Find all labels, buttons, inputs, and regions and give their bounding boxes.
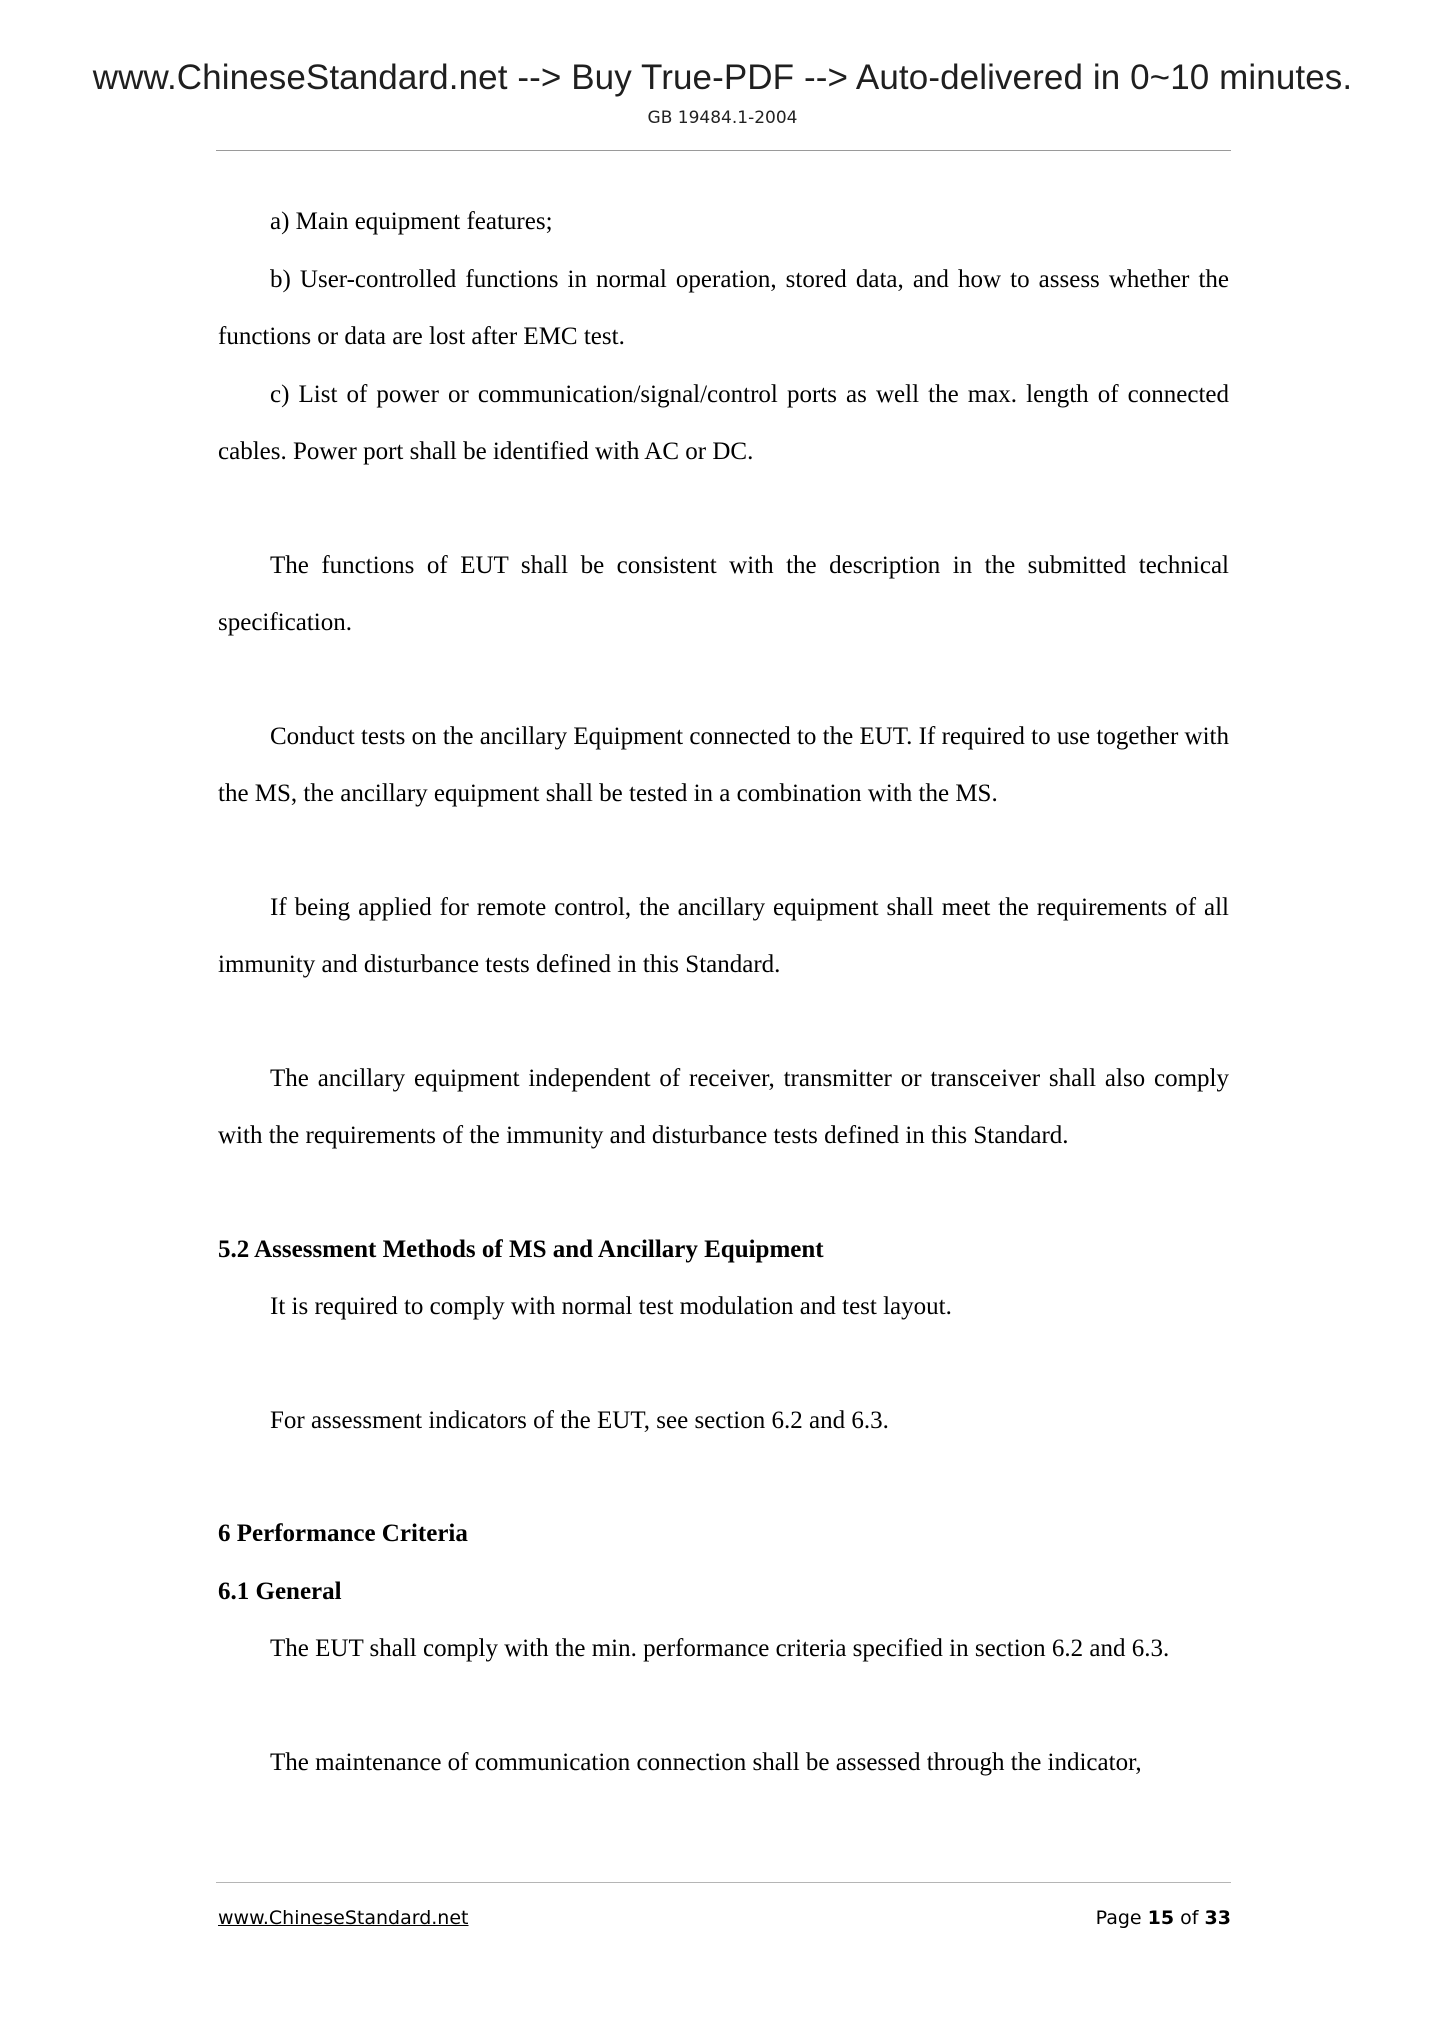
list-item-a: a) Main equipment features; xyxy=(270,208,553,235)
paragraph-communication-connection: The maintenance of communication connection shall be assessed through the indicator, xyxy=(270,1748,1142,1776)
document-body xyxy=(218,193,1229,1791)
list-item-c: c) List of power or communication/signal/control ports as well the max. length of connected cables. Power port shall be identified with AC or DC. xyxy=(218,380,1229,465)
page-total: 33 xyxy=(1204,1907,1231,1929)
list-item-b: b) User-controlled functions in normal operation, stored data, and how to assess whether the functions or data are lost after EMC test. xyxy=(218,265,1229,350)
page-number xyxy=(1096,1907,1231,1929)
paragraph-independent-equipment: The ancillary equipment independent of receiver, transmitter or transceiver shall also comply with the requirements of the immunity and disturbance tests defined in this Standard. xyxy=(218,1064,1229,1149)
footer-divider xyxy=(216,1882,1231,1883)
section-heading-6-1: 6.1 General xyxy=(218,1577,342,1605)
paragraph-min-performance: The EUT shall comply with the min. performance criteria specified in section 6.2 and 6.3. xyxy=(270,1635,1170,1662)
page-of: of xyxy=(1180,1907,1199,1929)
paragraph-functions: The functions of EUT shall be consistent with the description in the submitted technical specification. xyxy=(218,551,1229,636)
section-heading-5-2: 5.2 Assessment Methods of MS and Ancillary Equipment xyxy=(218,1235,824,1263)
page-prefix: Page xyxy=(1095,1907,1142,1929)
footer-website-link[interactable]: www.ChineseStandard.net xyxy=(218,1907,469,1929)
header-divider xyxy=(216,150,1231,151)
paragraph-assessment-indicators: For assessment indicators of the EUT, see section 6.2 and 6.3. xyxy=(270,1406,889,1434)
paragraph-conduct-tests: Conduct tests on the ancillary Equipment connected to the EUT. If required to use together with the MS, the ancillary equipment shall be tested in a combination with the MS. xyxy=(218,722,1229,807)
download-banner: www.ChineseStandard.net --> Buy True-PDF --> Auto-delivered in 0~10 minutes. xyxy=(92,58,1353,97)
paragraph-remote-control: If being applied for remote control, the ancillary equipment shall meet the requirements of all immunity and disturbance tests defined in this Standard. xyxy=(218,893,1229,978)
section-heading-6: 6 Performance Criteria xyxy=(218,1520,468,1547)
standard-code: GB 19484.1-2004 xyxy=(647,108,798,128)
paragraph-test-layout: It is required to comply with normal test modulation and test layout. xyxy=(270,1293,952,1320)
page-current: 15 xyxy=(1147,1907,1175,1929)
